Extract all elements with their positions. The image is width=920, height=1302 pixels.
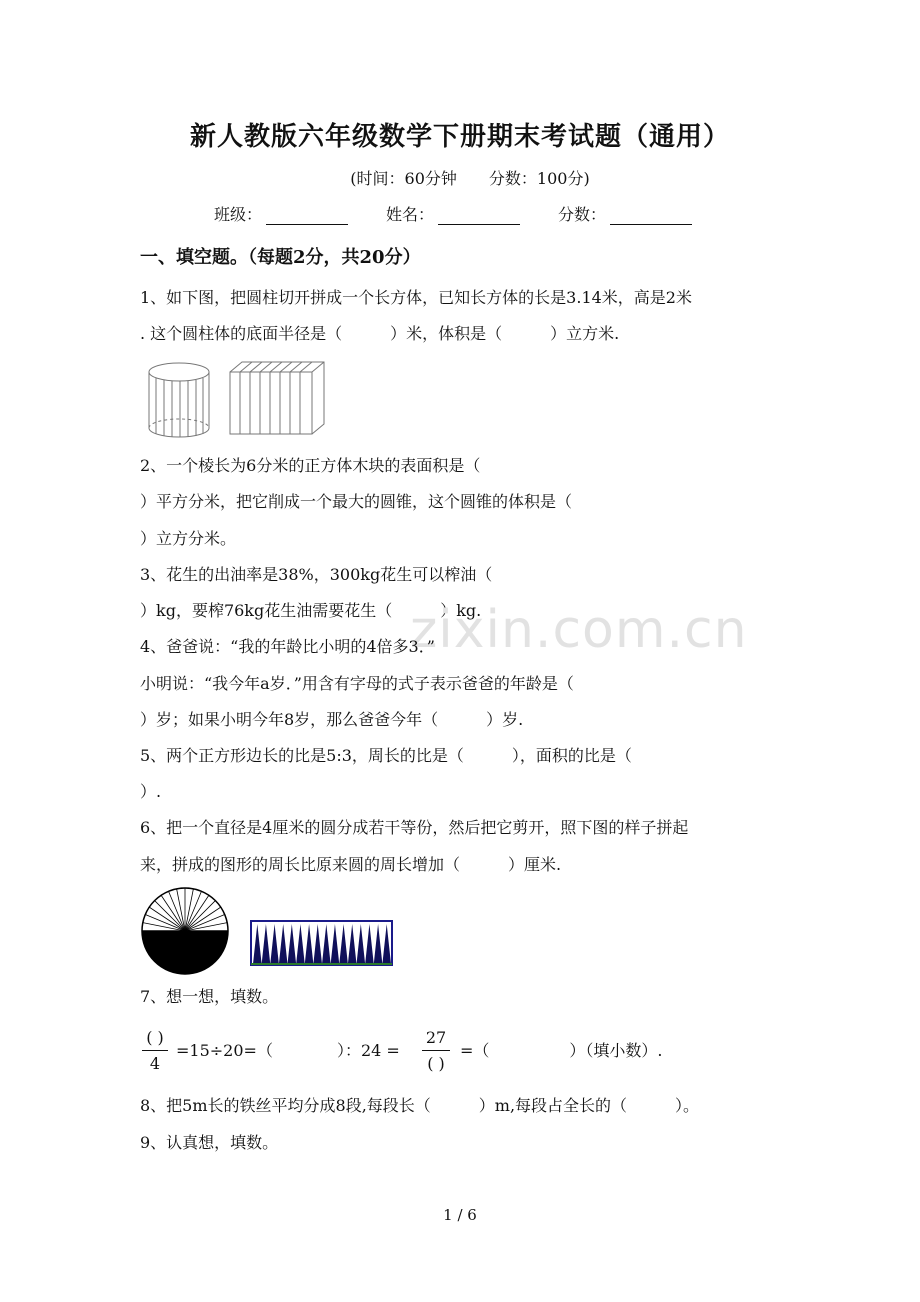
q9-text-line1: 9、认真想，填数。: [140, 1133, 279, 1152]
class-blank: [266, 208, 348, 225]
q7-equation-end: =（ ）（填小数）.: [460, 1041, 663, 1060]
q1-text-line2: . 这个圆柱体的底面半径是（ ）米，体积是（ ）立方米.: [140, 324, 620, 343]
q7-fraction-1-denominator: 4: [149, 1054, 161, 1073]
q2-text-line2: ）平方分米，把它削成一个最大的圆锥，这个圆锥的体积是（: [140, 492, 573, 511]
score-blank: [610, 208, 692, 225]
name-field: [386, 202, 520, 225]
q2-text-line1: 2、一个棱长为6分米的正方体木块的表面积是（: [140, 456, 481, 475]
q4-text-line1: 4、爸爸说：“我的年龄比小明的4倍多3．”: [140, 637, 435, 656]
q3-text-line1: 3、花生的出油率是38%，300kg花生可以榨油（: [140, 565, 493, 584]
q2-text-line3: ）立方分米。: [140, 529, 237, 548]
q4-text-line3: ）岁；如果小明今年8岁，那么爸爸今年（ ）岁.: [140, 710, 524, 729]
exam-subtitle: (时间：60分钟 分数：100分): [350, 169, 590, 188]
section-heading-fill-in: 一、填空题。（每题2分，共20分）: [140, 247, 421, 268]
q1-text-line1: 1、如下图，把圆柱切开拼成一个长方体，已知长方体的长是3.14米，高是2米: [140, 288, 692, 307]
q8-text-line1: 8、把5m长的铁丝平均分成8段,每段长（ ）m,每段占全长的（ ）。: [140, 1096, 700, 1115]
score-label: 分数：: [558, 205, 607, 224]
q7-fraction-1: [142, 1028, 168, 1073]
q6-text-line2: 来，拼成的图形的周长比原来圆的周长增加（ ）厘米.: [140, 855, 562, 874]
watermark: zixin.com.cn: [410, 600, 748, 660]
student-info-row: [214, 202, 692, 225]
q7-fraction-2-numerator: 27: [425, 1028, 447, 1047]
q7-fraction-2: [422, 1028, 450, 1073]
cylinder-figure: [146, 360, 212, 440]
exam-title: 新人教版六年级数学下册期末考试题（通用）: [189, 122, 730, 152]
score-field: [558, 202, 692, 225]
page-number: 1 / 6: [443, 1206, 477, 1224]
cuboid-figure: [228, 360, 328, 438]
q7-fraction-2-denominator: ( ): [427, 1054, 445, 1073]
name-label: 姓名：: [386, 205, 435, 224]
q6-text-line1: 6、把一个直径是4厘米的圆分成若干等份，然后把它剪开，照下图的样子拼起: [140, 818, 689, 837]
q7-fraction-1-numerator: ( ): [146, 1028, 164, 1047]
q4-text-line2: 小明说：“我今年a岁．”用含有字母的式子表示爸爸的年龄是（: [140, 674, 574, 693]
name-blank: [438, 208, 520, 225]
q7-text-line1: 7、想一想，填数。: [140, 987, 279, 1006]
q7-equation-middle: =15÷20=（ ）：24 =: [176, 1041, 400, 1060]
q5-text-line2: ）.: [140, 782, 162, 801]
class-field: [214, 202, 348, 225]
divided-circle-figure: [140, 886, 230, 976]
rearranged-strip-figure: [250, 918, 394, 968]
q5-text-line1: 5、两个正方形边长的比是5:3，周长的比是（ ），面积的比是（: [140, 746, 632, 765]
class-label: 班级：: [214, 205, 263, 224]
q3-text-line2: ）kg，要榨76kg花生油需要花生（ ）kg.: [140, 601, 482, 620]
